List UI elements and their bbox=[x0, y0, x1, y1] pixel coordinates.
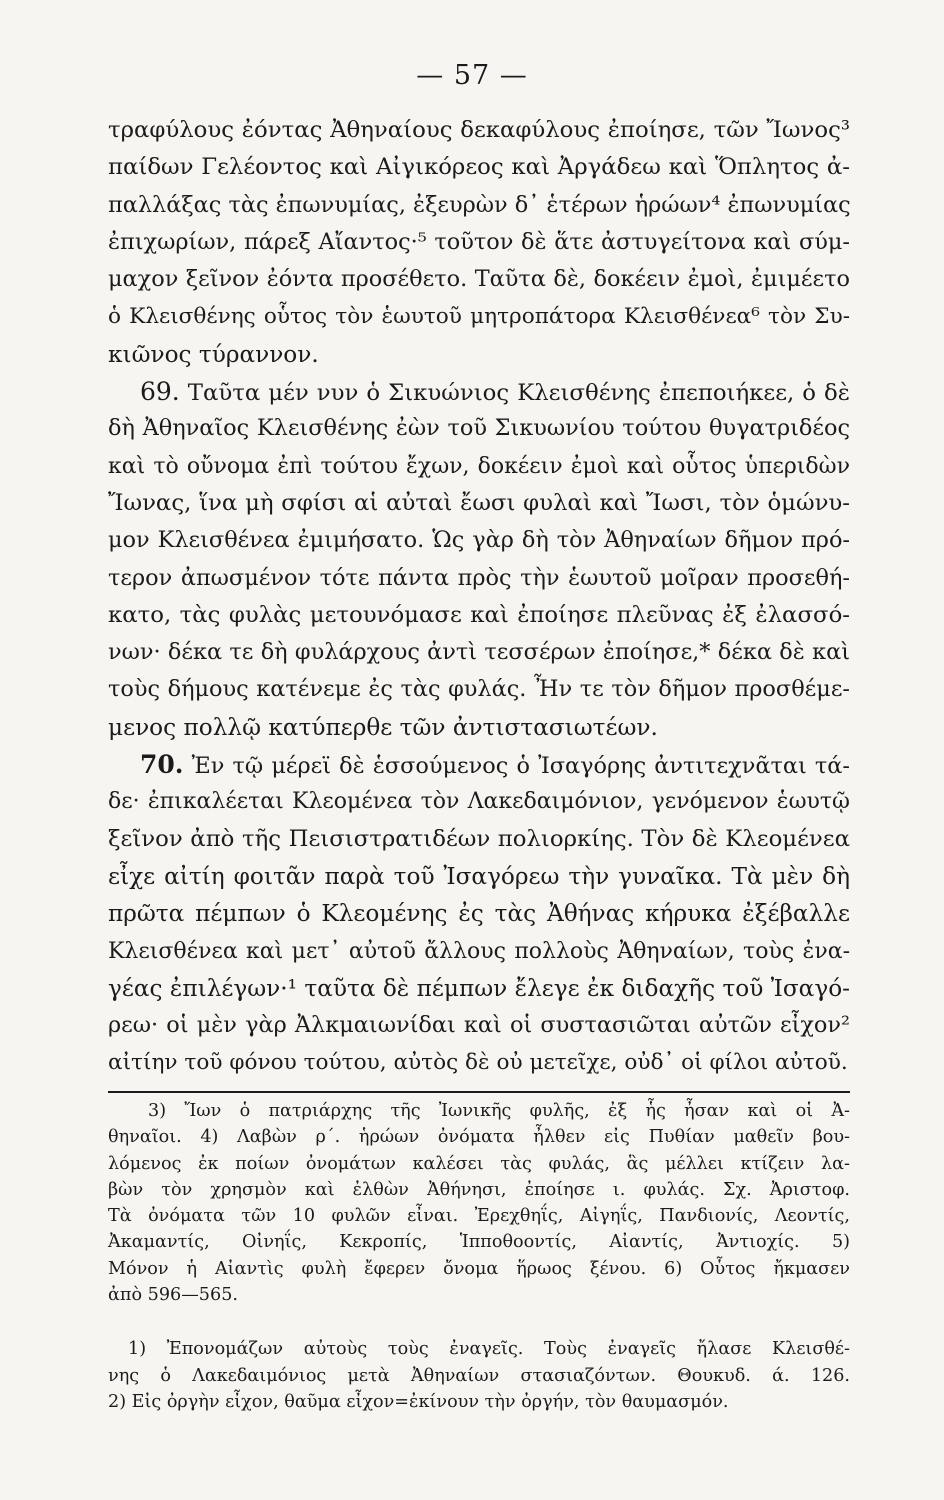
text-line: Ἴωνας, ἵνα μὴ σφίσι αἱ αὐταὶ ἔωσι φυλαὶ καὶ Ἴωσι, τὸν ὁμώνυ- bbox=[108, 489, 850, 516]
text-line: αἰτίην τοῦ φόνου τούτου, αὐτὸς δὲ οὐ μετεῖχε, οὐδ᾽ οἱ φίλοι αὐτοῦ. bbox=[108, 1050, 848, 1076]
section-69 bbox=[108, 373, 850, 746]
text-line: τραφύλους ἐόντας Ἀθηναίους δεκαφύλους ἐποίησε, τῶν Ἴωνος³ bbox=[108, 117, 850, 143]
text-line: μον Κλεισθένεα ἐμιμήσατο. Ὡς γὰρ δὴ τὸν Ἀθηναίων δῆμον πρό- bbox=[108, 527, 850, 554]
footnote-line: βὼν τὸν χρησμὸν καὶ ἐλθὼν Ἀθήνησι, ἐποίησε ι. φυλάς. Σχ. Ἀριστοφ. bbox=[108, 1179, 850, 1200]
section-70 bbox=[108, 746, 850, 1082]
text-line: πρῶτα πέμπων ὁ Κλεομένης ἐς τὰς Ἀθήνας κήρυκα ἐξέβαλλε bbox=[108, 900, 850, 928]
section-first-line bbox=[108, 746, 850, 783]
footnote-line: Μόνον ἡ Αἰαντὶς φυλὴ ἔφερεν ὄνομα ἥρωος ξένου. 6) Οὗτος ἤκμασεν bbox=[108, 1258, 850, 1279]
text-line: νων· δέκα τε δὴ φυλάρχους ἀντὶ τεσσέρων ἐποίησε,* δέκα δὲ καὶ bbox=[108, 639, 850, 666]
text-line: ἐπιχωρίων, πάρεξ Αἴαντος·⁵ τοῦτον δὲ ἅτε ἀστυγείτονα καὶ σύμ- bbox=[108, 228, 850, 255]
text-line: κατο, τὰς φυλὰς μετουνόμασε καὶ ἐποίησε πλεῦνας ἐξ ἐλασσό- bbox=[108, 601, 850, 628]
section-first-line-text: Ἐν τῷ μέρεϊ δὲ ἑσσούμενος ὁ Ἰσαγόρης ἀντιτεχνᾶται τά- bbox=[191, 753, 850, 780]
text-line: κιῶνος τύραννον. bbox=[108, 340, 319, 368]
text-line: τοὺς δήμους κατένεμε ἐς τὰς φυλάς. Ἦν τε τὸν δῆμον προσθέμε- bbox=[108, 676, 850, 703]
text-line: ξεῖνον ἀπὸ τῆς Πεισιστρατιδέων πολιορκίης. Τὸν δὲ Κλεομένεα bbox=[108, 825, 850, 852]
text-line: δὴ Ἀθηναῖος Κλεισθένης ἐὼν τοῦ Σικυωνίου τούτου θυγατριδέος bbox=[108, 415, 850, 442]
footnote-line: Ἀκαμαντίς, Οἰνηΐς, Κεκροπίς, Ἱπποθοοντίς, Αἰαντίς, Ἀντιοχίς. 5) bbox=[108, 1232, 850, 1253]
main-text bbox=[108, 112, 850, 1082]
section-first-line bbox=[108, 373, 850, 410]
footnote-line: Τὰ ὀνόματα τῶν 10 φυλῶν εἶναι. Ἐρεχθηΐς, Αἰγηΐς, Πανδιονίς, Λεοντίς, bbox=[108, 1206, 850, 1227]
text-line: ρεω· οἱ μὲν γὰρ Ἀλκμαιωνίδαι καὶ οἱ συστασιῶται αὐτῶν εἶχον² bbox=[108, 1012, 850, 1039]
section-number: 69. bbox=[140, 377, 180, 407]
text-line: δε· ἐπικαλέεται Κλεομένεα τὸν Λακεδαιμόνιον, γενόμενον ἑωυτῷ bbox=[108, 789, 850, 815]
text-line: καὶ τὸ οὔνομα ἐπὶ τούτου ἔχων, δοκέειν ἐμοὶ καὶ οὗτος ὑπεριδὼν bbox=[108, 453, 850, 479]
footnote-line: 2) Εἰς ὀργὴν εἶχον, θαῦμα εἶχον=ἐκίνουν τὴν ὀργήν, τὸν θαυμασμόν. bbox=[108, 1392, 729, 1412]
section-number: 70. bbox=[140, 750, 184, 780]
footnote-line: νης ὁ Λακεδαιμόνιος μετὰ Ἀθηναίων στασιαζόντων. Θουκυδ. ά. 126. bbox=[108, 1365, 850, 1386]
page-number: — 57 — bbox=[416, 60, 528, 91]
footnotes-block-b bbox=[108, 1336, 850, 1416]
footnote-line: 3) Ἴων ὁ πατριάρχης τῆς Ἰωνικῆς φυλῆς, ἐξ ἧς ἦσαν καὶ οἱ Ἀ- bbox=[148, 1101, 850, 1121]
text-line: Κλεισθένεα καὶ μετ᾽ αὐτοῦ ἄλλους πολλοὺς Ἀθηναίων, τοὺς ἐνα- bbox=[108, 938, 850, 964]
footnote-line: 1) Ἐπονομάζων αὐτοὺς τοὺς ἐναγεῖς. Τοὺς ἐναγεῖς ἤλασε Κλεισθέ- bbox=[128, 1339, 850, 1359]
text-line: παλλάξας τὰς ἐπωνυμίας, ἐξευρὼν δ᾽ ἑτέρων ἡρώων⁴ ἐπωνυμίας bbox=[108, 191, 851, 218]
text-line: εἶχε αἰτίη φοιτᾶν παρὰ τοῦ Ἰσαγόρεω τὴν γυναῖκα. Τὰ μὲν δὴ bbox=[108, 862, 850, 890]
footnote-line: λόμενος ἐκ ποίων ὀνομάτων καλέσει τὰς φυλάς, ἃς μέλλει κτίζειν λα- bbox=[108, 1153, 850, 1174]
text-line: ὁ Κλεισθένης οὗτος τὸν ἑωυτοῦ μητροπάτορα Κλεισθένεα⁶ τὸν Συ- bbox=[108, 304, 850, 330]
footnote-divider bbox=[108, 1091, 850, 1093]
text-line: παίδων Γελέοντος καὶ Αἰγικόρεος καὶ Ἀργάδεω καὶ Ὅπλητος ἀ- bbox=[108, 154, 850, 181]
text-line: τερον ἀπωσμένον τότε πάντα πρὸς τὴν ἑωυτοῦ μοῖραν προσεθή- bbox=[108, 564, 850, 591]
text-line: γέας ἐπιλέγων·¹ ταῦτα δὲ πέμπων ἔλεγε ἐκ διδαχῆς τοῦ Ἰσαγό- bbox=[108, 974, 850, 1002]
footnotes-block-a bbox=[108, 1098, 850, 1308]
text-line: μενος πολλῷ κατύπερθε τῶν ἀντιστασιωτέων. bbox=[108, 713, 658, 741]
text-line: μαχον ξεῖνον ἐόντα προσέθετο. Ταῦτα δὲ, δοκέειν ἐμοὶ, ἐμιμέετο bbox=[108, 266, 850, 293]
footnote-line: ἀπὸ 596—565. bbox=[108, 1285, 238, 1306]
section-first-line-text: Ταῦτα μέν νυν ὁ Σικυώνιος Κλεισθένης ἐπεποιήκεε, ὁ δὲ bbox=[187, 380, 850, 407]
footnote-line: θηναῖοι. 4) Λαβὼν ρ΄. ἡρώων ὀνόματα ἦλθεν εἰς Πυθίαν μαθεῖν βου- bbox=[108, 1127, 850, 1148]
